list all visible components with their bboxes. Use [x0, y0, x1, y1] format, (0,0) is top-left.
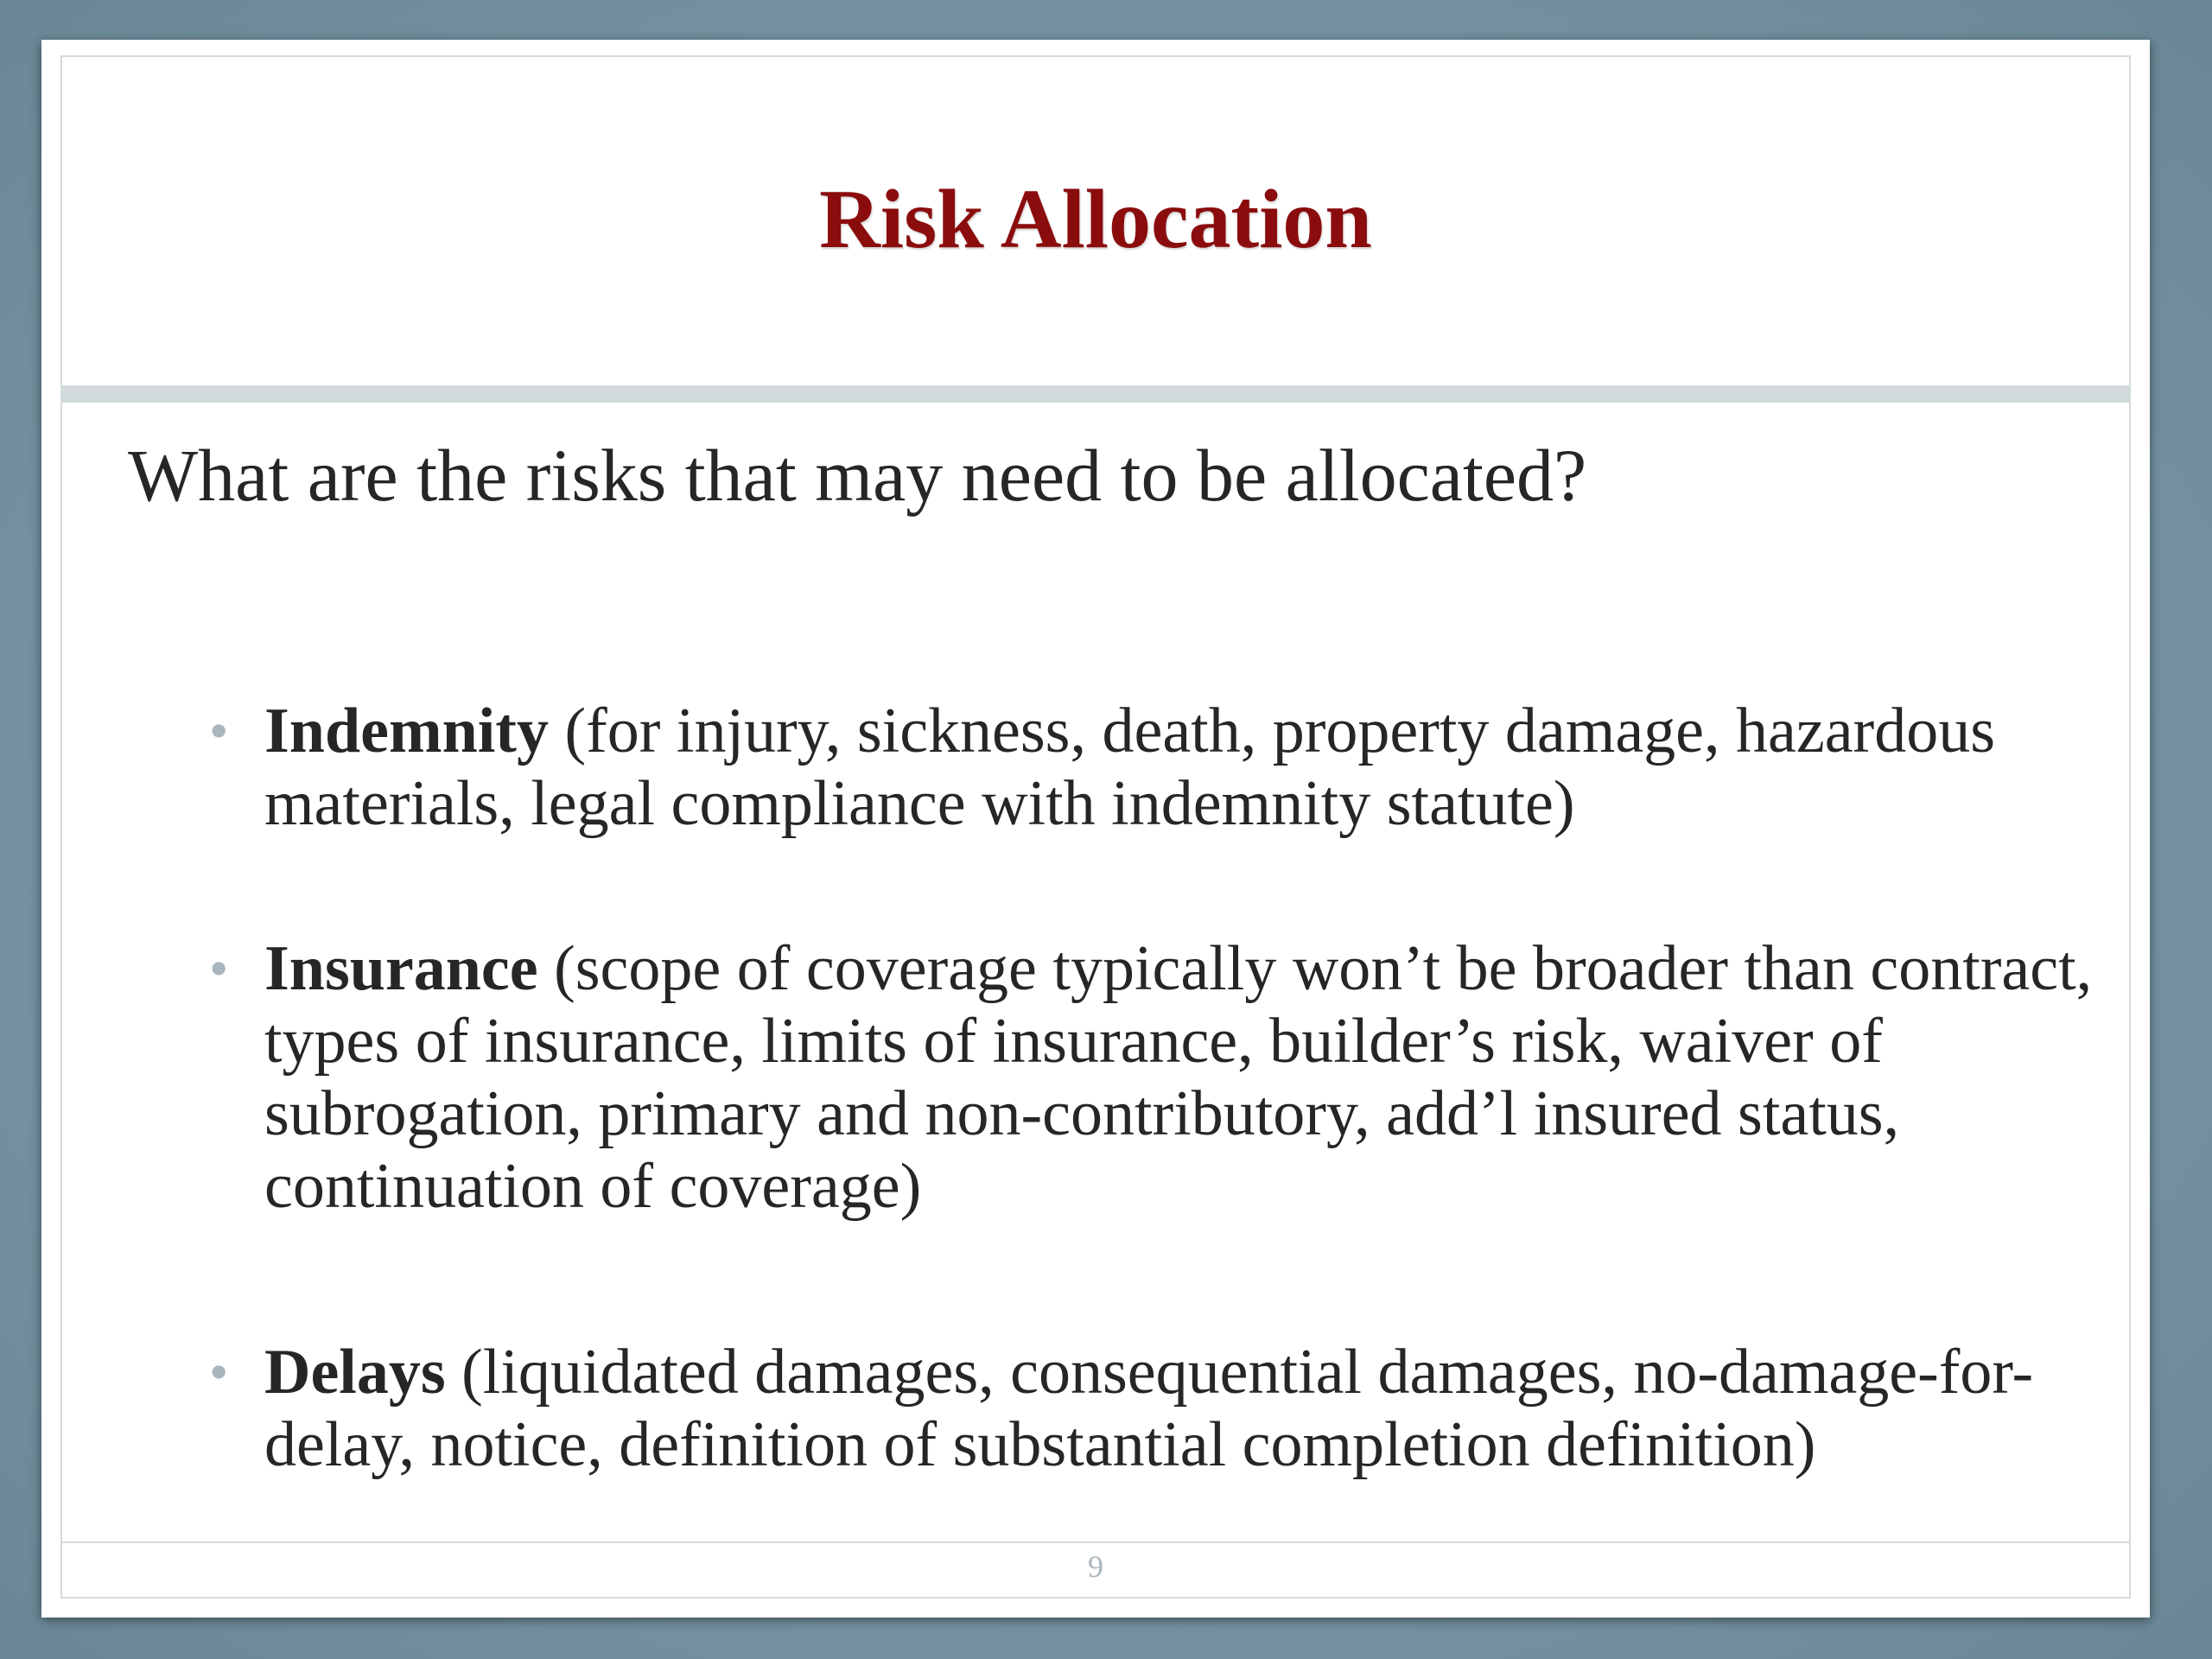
bullet-term: Insurance [264, 933, 538, 1004]
bullet-dot-icon: • [209, 938, 229, 999]
bullet-text: (liquidated damages, consequential damages, no-damage-for-delay, notice, definition of substantial completion definition) [264, 1337, 2034, 1480]
bullet-term: Delays [264, 1337, 446, 1408]
bullet-delays [209, 1336, 2096, 1481]
bullet-insurance [209, 932, 2096, 1223]
slide-title: Risk Allocation [819, 173, 1372, 266]
footer-divider [60, 1541, 2131, 1543]
page-number: 9 [1088, 1549, 1103, 1584]
bullet-text: (for injury, sickness, death, property damage, hazardous materials, legal compliance with indemnity statute) [264, 696, 1995, 839]
bullet-text: (scope of coverage typically won’t be broader than contract, types of insurance, limits of insurance, builder’s risk, waiver of subrogation, primary and non-contributory, add’l insured status, continuation of coverage) [264, 933, 2093, 1222]
title-divider [60, 385, 2131, 403]
bullet-dot-icon: • [209, 700, 229, 761]
slide-question: What are the risks that may need to be allocated? [128, 434, 1587, 517]
bullet-dot-icon: • [209, 1341, 229, 1402]
bullet-term: Indemnity [264, 696, 549, 766]
bullet-indemnity [209, 695, 2096, 840]
slide [41, 40, 2150, 1618]
